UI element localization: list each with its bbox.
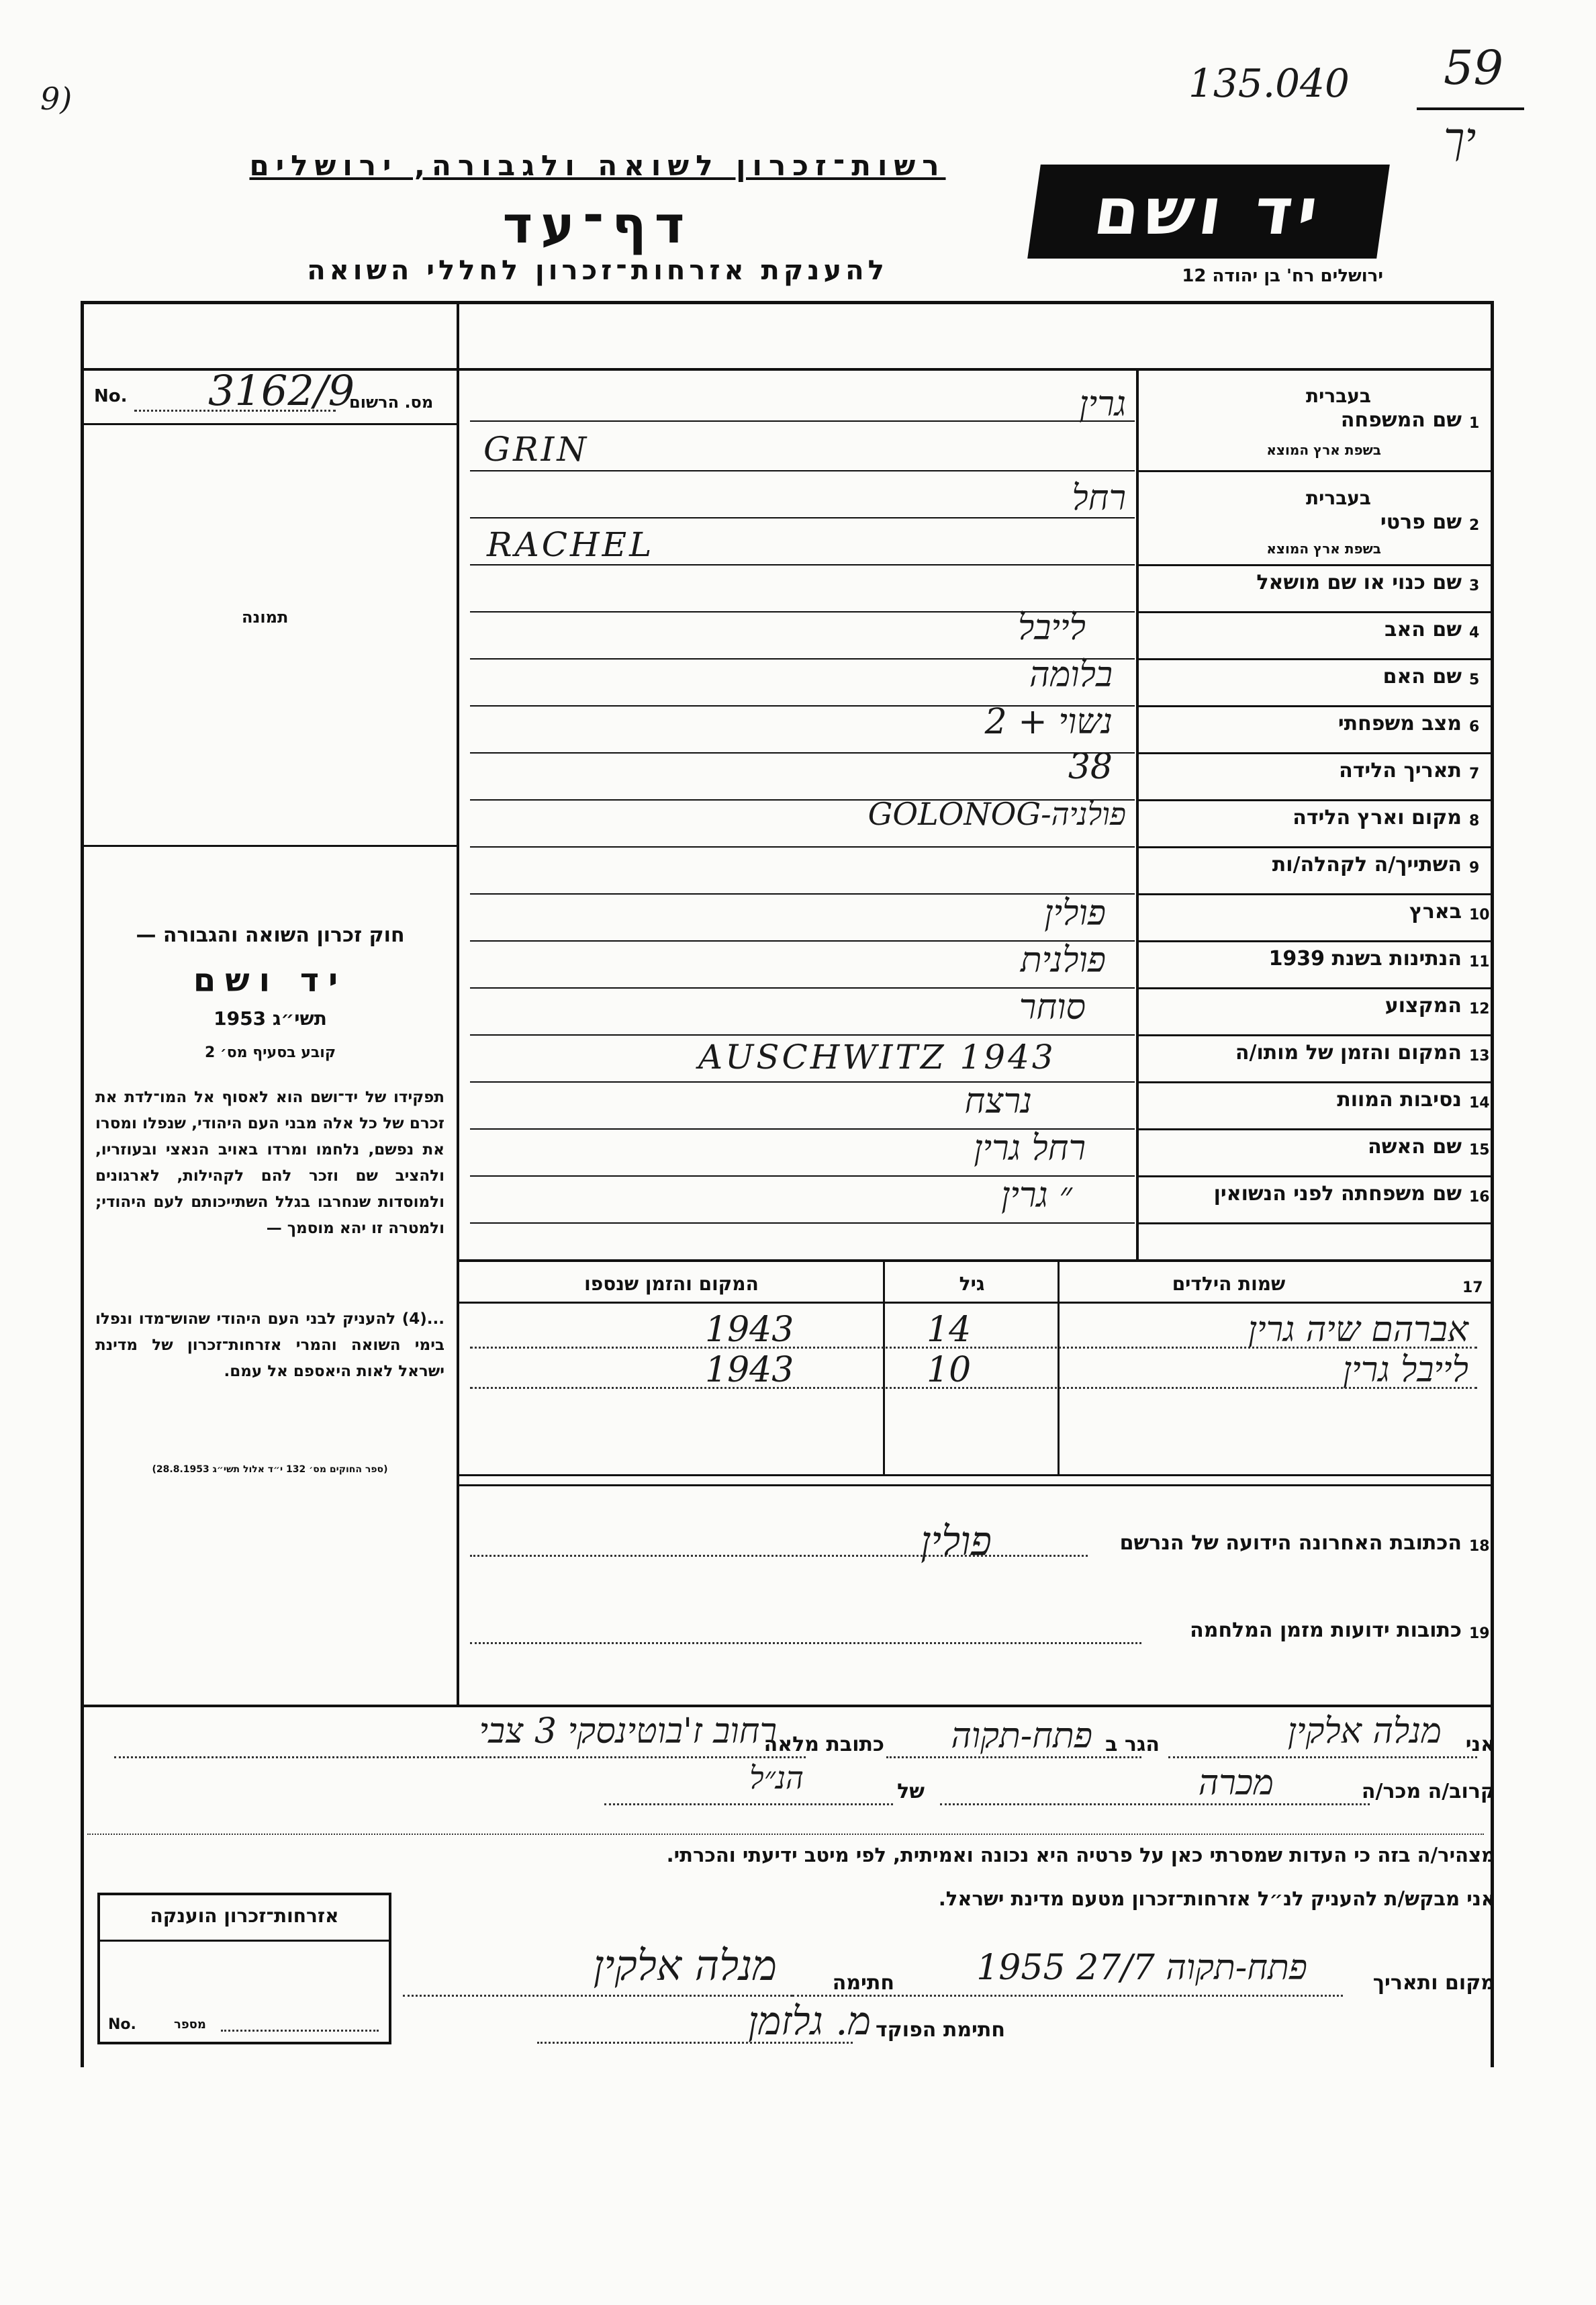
field-12-value: סוחר [1019,987,1086,1028]
field-4-value: לייבל [1018,608,1086,648]
law-section: קובע בסעיף מס׳ 2 [204,1044,336,1061]
field-2-value-latin: RACHEL [487,525,655,564]
child-1-age: 14 [927,1310,972,1350]
children-header-place-time: המקום והזמן שנספו [584,1273,759,1295]
field-12-number: 12 [1469,1001,1490,1018]
declarant-relation: מכרה [1198,1763,1274,1803]
registration-label: מס. הרשום [349,393,434,412]
field-19-label: כתובות ידועות מזמן המלחמה [1190,1619,1462,1642]
declarant-name: מנלה אלקין [1287,1711,1442,1752]
field-15-number: 15 [1469,1142,1490,1159]
field-14-number: 14 [1469,1095,1490,1112]
field-8-value: פולניה-GOLONOG [867,796,1126,832]
corner-mark-left: 9) [40,81,73,117]
field-1-value-latin: GRIN [483,430,590,469]
declarant-full-address: רחוב ז'בוטינסקי 3 צבי [479,1711,777,1752]
field-15-label: שם האשה [1368,1135,1462,1159]
field-10-label: בארץ [1409,900,1462,923]
declarant-of: הנ״ל [749,1760,804,1796]
child-2-name: לייבל גרין [1342,1350,1468,1390]
declaration-statement-2: אני מבקש/ת להעניק לנ״ל אזרחות־זכרון מטעם מדינת ישראל. [938,1887,1495,1910]
field-1-sub-hebrew: בעברית [1305,385,1371,407]
field-7-number: 7 [1469,766,1480,782]
field-9-label: השתייך/ה לקהלה/ות [1272,853,1462,876]
field-12-label: המקצוע [1384,994,1462,1018]
declarant-signature: מנלה אלקין [593,1941,777,1990]
field-18-number: 18 [1469,1538,1490,1555]
field-16-number: 16 [1469,1189,1490,1206]
field-1-sub-origin: בשפת ארץ המוצא [1266,442,1381,458]
photo-label: תמונה [242,608,289,627]
field-6-label: מצב משפחתי [1337,712,1462,735]
field-4-label: שם האב [1384,618,1462,641]
officer-signature: מ. גלזמן [748,1998,871,2044]
field-5-value: בלומה [1029,655,1113,695]
declaration-lives-in-label: הגר ב [1105,1733,1160,1756]
field-2-sub-hebrew: בעברית [1305,487,1371,509]
children-header-names: שמות הילדים [1172,1273,1286,1295]
law-name: יד ושם [193,962,348,999]
field-6-number: 6 [1469,719,1480,735]
field-11-label: הנתינות בשנת 1939 [1268,947,1462,970]
child-2-date: 1943 [705,1350,794,1390]
logo-text: יד ושם [1089,174,1328,249]
field-3-label: שם כנוי או שם מושאל [1256,571,1462,594]
field-7-label: תאריך הלידה [1339,759,1462,782]
declaration-relative-label: קרוב/ה מכר/ה [1361,1780,1495,1803]
field-8-label: מקום וארץ הלידה [1293,806,1462,829]
corner-mark-right: 59 [1444,40,1504,95]
signature-label: חתימה [832,1971,894,1995]
field-7-value: 38 [1068,747,1113,787]
law-year: תשי״ג 1953 [214,1007,327,1030]
declaration-statement-1: מצהיר/ה בזה כי העדות שמסרתי כאן על פרטיה היא נכונה ואמיתית, לפי מיטב ידיעתי והכרתי. [666,1844,1495,1866]
place-date-label: מקום ותאריך [1372,1971,1495,1995]
field-3-number: 3 [1469,578,1480,594]
field-5-label: שם האם [1382,665,1462,688]
corner-mark-right-bottom: יך [1444,114,1476,164]
declaration-of-label: של [897,1780,925,1803]
officer-signature-label: חתימת הפוקד [876,2018,1005,2042]
field-2-number: 2 [1469,517,1480,534]
law-title: חוק זכרון השואה והגבורה — [136,923,405,947]
field-6-value: נשוי + 2 [984,702,1113,742]
field-13-label: המקום והזמן של מותו/ה [1235,1041,1462,1065]
field-10-value: פולין [1044,893,1106,934]
grant-box-number-label: מספר [174,2018,206,2032]
grant-box-no-label: No. [108,2016,136,2033]
field-2-sub-origin: בשפת ארץ המוצא [1266,541,1381,557]
field-11-value: פולנית [1020,940,1106,981]
form-title: דף־עד [502,195,693,255]
declaration-full-address-label: כתובת מלאה [763,1733,884,1756]
field-14-label: נסיבות המוות [1337,1088,1462,1112]
field-18-value: פולין [921,1518,992,1565]
field-13-number: 13 [1469,1048,1490,1065]
field-11-number: 11 [1469,954,1490,970]
field-19-number: 19 [1469,1625,1490,1642]
law-source: (ספר החוקים מס׳ 132 י״ד אלול תשי״ג 28.8.1953) [152,1464,388,1475]
law-paragraph-2: ...(4) להעניק לבני העם היהודי שהוש־מדו ונפלו בימי השואה והמרי אזרחות־זכרון של מדינת ישראל לאות היאספם אל עמם. [95,1310,444,1380]
field-14-value: נרצח [964,1081,1032,1122]
field-1-label: שם המשפחה [1340,408,1462,432]
registration-number: 3162/9 [208,366,355,415]
field-2-label: שם פרטי [1380,510,1462,534]
children-number: 17 [1462,1279,1483,1296]
field-2-value-hebrew: רחל [1072,478,1126,518]
place-date-value: פתח-תקוה 27/7 1955 [976,1948,1307,1988]
field-5-number: 5 [1469,672,1480,688]
registration-prefix: No. [94,386,128,406]
children-header-age: גיל [959,1273,985,1295]
corner-file-number: 135.040 [1188,60,1350,106]
child-1-date: 1943 [705,1310,794,1350]
grant-box-title: אזרחות־זכרון הוענקה [150,1905,339,1927]
child-2-age: 10 [927,1350,972,1390]
field-16-value: ״ גרין [1001,1175,1072,1216]
yad-vashem-logo [1027,165,1390,259]
field-1-number: 1 [1469,415,1480,432]
field-9-number: 9 [1469,860,1480,876]
field-16-label: שם משפחתה לפני הנשואין [1213,1182,1462,1206]
law-paragraph-1: תפקידו של יד־ושם הוא לאסוף אל המו־לדת את זכרם של כל אלה מבני העם היהודי, שנפלו ומסרו את נפשם, נלחמו ומרדו באויב הנאצי ובעוזריו, ולהציב שם וזכר להם לקהילות, לארגונים ולמוסדות שנחרבו בגלל השתייכותם לעם היהודי; ולמטרה זו יהא מוסמך — [95,1089,444,1237]
declarant-city: פתח-תקוה [951,1716,1092,1756]
institution-name: רשות־זכרון לשואה ולגבורה, ירושלים [249,149,946,182]
declaration-i-label: אני [1465,1733,1495,1756]
field-4-number: 4 [1469,625,1480,641]
child-1-name: אברהם שיה גרין [1248,1310,1468,1350]
logo-address: ירושלים רח' בן יהודה 12 [1182,266,1383,286]
form-subtitle: להענקת אזרחות־זכרון לחללי השואה [307,255,888,286]
field-8-number: 8 [1469,813,1480,829]
field-18-label: הכתובת האחרונה הידועה של הנרשם [1119,1531,1462,1555]
field-13-value: AUSCHWITZ 1943 [698,1038,1056,1077]
field-10-number: 10 [1469,907,1490,923]
field-1-value-hebrew: גרין [1079,384,1126,424]
field-15-value: רחל גרין [974,1128,1086,1169]
grant-box [97,1893,391,2044]
